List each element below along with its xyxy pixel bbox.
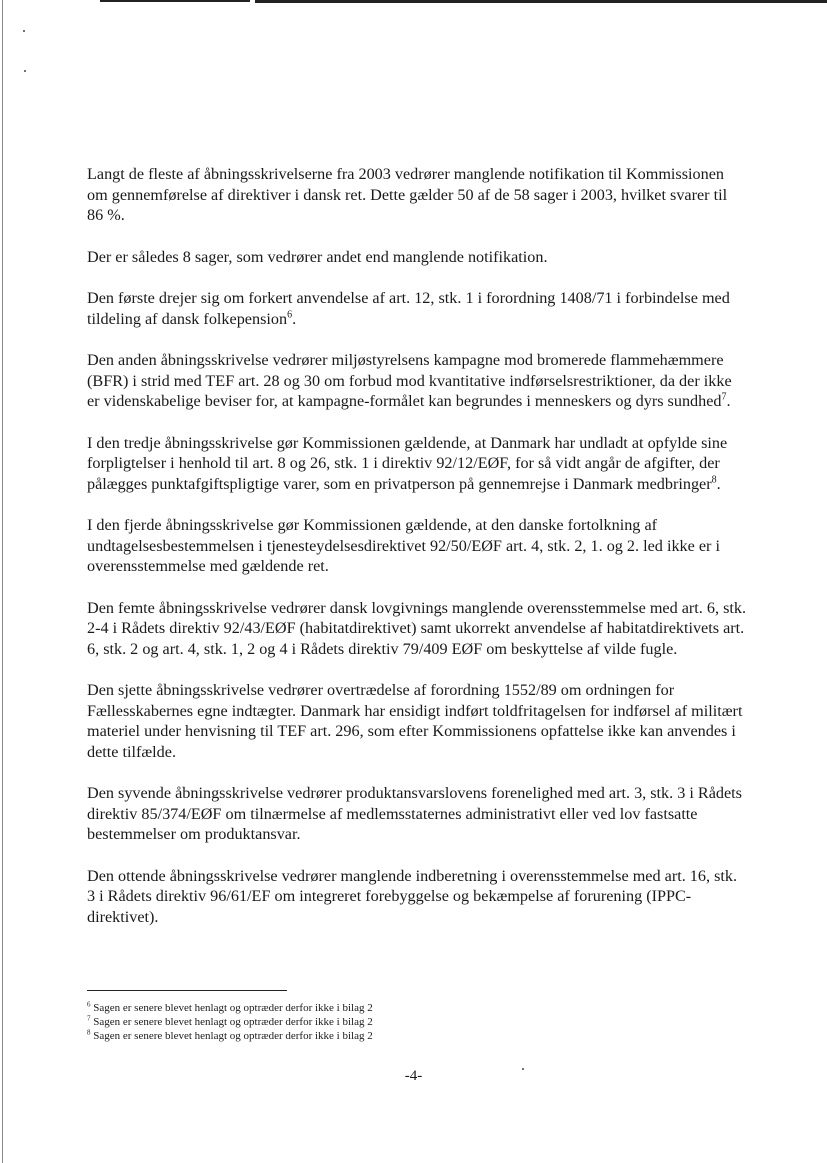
footnote-ref[interactable]: 7 [721,391,727,403]
page-number: -4- [404,1068,423,1084]
scan-speck [23,30,25,32]
footnote-6: $^6$ Sagen er senere blevet henlagt og optræder derfor ikke i bilag 2 [87,1000,373,1014]
paragraph-4: Den anden åbningsskrivelse vedrører miljøstyrelsens kampagne mod bromerede flammehæmmere (BFR) i strid med TEF art. 28 og 30 om forbud mod kvantitative indførselsrestriktioner, da der ikke er videnskabelige beviser for, at kampagne-formålet kan begrundes i menneskers og dyrs sundhed$^7$. [87,351,732,410]
scan-speck [24,70,26,72]
scan-edge [2,0,3,1163]
paragraph-10: Den ottende åbningsskrivelse vedrører manglende indberetning i overensstemmelse med art. 16, stk. 3 i Rådets direktiv 96/61/EF om integreret forebyggelse og bekæmpelse af forurening (IPPC-direktivet). [87,866,738,926]
footnote-ref[interactable]: 6 [287,309,293,321]
paragraph-7: Den femte åbningsskrivelse vedrører dansk lovgivnings manglende overensstemmelse med art. 6, stk. 2-4 i Rådets direktiv 92/43/EØF (habitatdirektivet) samt ukorrekt anvendelse af habitatdirektivets art. 6, stk. 2 og art. 4, stk. 1, 2 og 4 i Rådets direktiv 79/409 EØF om beskyttelse af vilde fugle. [87,598,747,658]
footnotes [87,1001,587,1043]
footnote-ref[interactable]: 8 [711,474,717,486]
footnote-8: $^8$ Sagen er senere blevet henlagt og optræder derfor ikke i bilag 2 [87,1028,373,1042]
footnote-separator [87,990,287,991]
footnote-7: $^7$ Sagen er senere blevet henlagt og optræder derfor ikke i bilag 2 [87,1014,373,1028]
paragraph-6: I den fjerde åbningsskrivelse gør Kommissionen gældende, at den danske fortolkning af undtagelsesbestemmelsen i tjenesteydelsesdirektivet 92/50/EØF art. 4, stk. 2, 1. og 2. led ikke er i overensstemmelse med gældende ret. [87,516,720,575]
top-border-line [100,0,250,2]
top-border-line [255,0,827,3]
paragraph-1: Langt de fleste af åbningsskrivelserne fra 2003 vedrører manglende notifikation til Kommissionen om gennemførelse af direktiver i dansk ret. Dette gælder 50 af de 58 sager i 2003, hvilket svarer til 86 %. [87,165,728,224]
document-body [87,164,747,948]
paragraph-9: Den syvende åbningsskrivelse vedrører produktansvarslovens forenelighed med art. 3, stk. 3 i Rådets direktiv 85/374/EØF om tilnærmelse af medlemsstaternes administrativt eller ved lov fastsatte bestemmelser om produktansvar. [87,784,742,843]
paragraph-5: I den tredje åbningsskrivelse gør Kommissionen gældende, at Danmark har undladt at opfylde sine forpligtelser i henhold til art. 8 og 26, stk. 1 i direktiv 92/12/EØF, for så vidt angår de afgifter, der pålægges punktafgiftspligtige varer, som en privatperson på gennemrejse i Danmark medbringer$^8$. [87,433,728,493]
paragraph-3: Den første drejer sig om forkert anvendelse af art. 12, stk. 1 i forordning 1408/71 i forbindelse med tildeling af dansk folkepension$^6$. [87,289,730,328]
paragraph-8: Den sjette åbningsskrivelse vedrører overtrædelse af forordning 1552/89 om ordningen for Fællesskabernes egne indtægter. Danmark har ensidigt indført toldfritagelsen for indførsel af militært materiel under henvisning til TEF art. 296, som efter Kommissionens opfattelse ikke kan anvendes i dette tilfælde. [87,681,743,761]
paragraph-2: Der er således 8 sager, som vedrører andet end manglende notifikation. [87,247,548,266]
